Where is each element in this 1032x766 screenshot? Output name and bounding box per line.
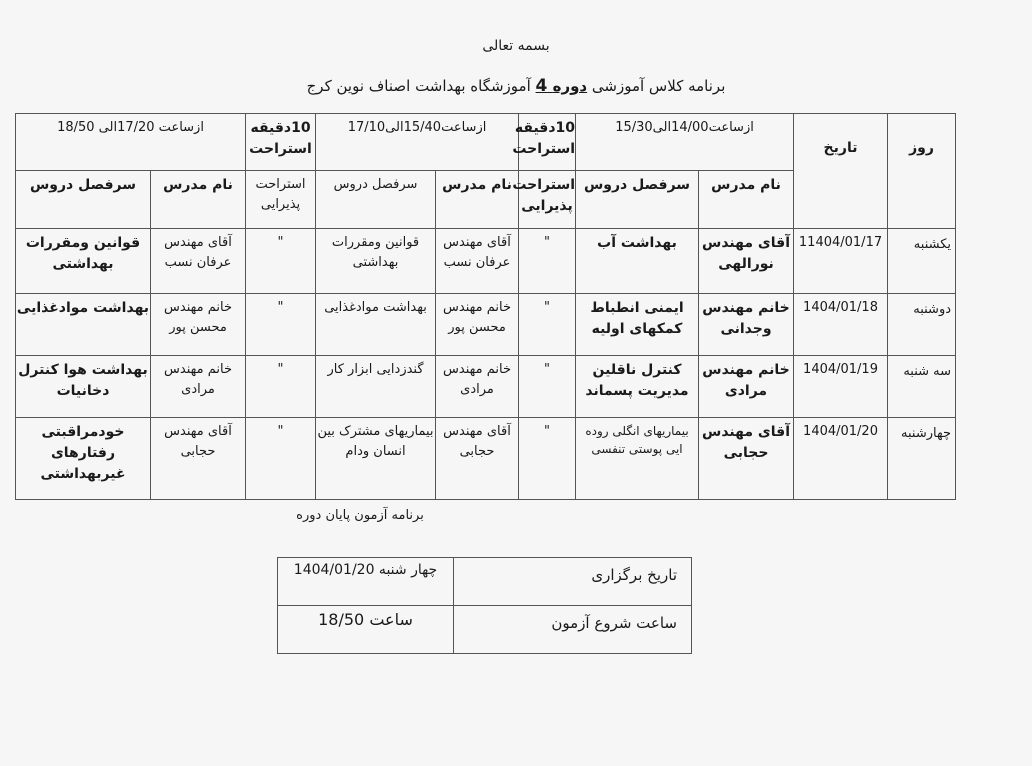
- exam-date-value: چهار شنبه 1404/01/20: [278, 558, 454, 606]
- s1-topic: بیماریهای انگلی روده ایی پوستی تنفسی: [576, 418, 699, 500]
- s3-topic: بهداشت هوا کنترل دخانیات: [16, 356, 151, 418]
- s3-topic: قوانین ومقررات بهداشتی: [16, 229, 151, 294]
- s2-teacher: خانم مهندس مرادی: [436, 356, 519, 418]
- s3-teacher-header: نام مدرس: [151, 171, 246, 229]
- row-date: 1404/01/18: [794, 294, 888, 356]
- break1-mark: ": [519, 418, 576, 500]
- s2-topics-header: سرفصل دروس: [316, 171, 436, 229]
- break1-subheader: استراحت پذیرایی: [519, 171, 576, 229]
- title-part1: برنامه کلاس آموزشی: [587, 77, 726, 95]
- s2-topic: قوانین ومقررات بهداشتی: [316, 229, 436, 294]
- break2-header: 10دقیقه استراحت: [246, 114, 316, 171]
- exam-start-label: ساعت شروع آزمون: [454, 606, 692, 654]
- exam-start-value: ساعت 18/50: [278, 606, 454, 654]
- session2-time-header: ازساعت15/40الی17/10: [316, 114, 519, 171]
- session1-time-header: ازساعت14/00الی15/30: [576, 114, 794, 171]
- s1-topic: بهداشت آب: [576, 229, 699, 294]
- date-column-header: تاریخ: [794, 114, 888, 229]
- break1-mark: ": [519, 229, 576, 294]
- title-course-word: دوره 4: [535, 76, 588, 96]
- table-row: [16, 294, 956, 356]
- s1-teacher: خانم مهندس مرادی: [699, 356, 794, 418]
- day-column-header: روز: [888, 114, 956, 229]
- row-date: 1404/01/20: [794, 418, 888, 500]
- table-row: [16, 356, 956, 418]
- exam-date-label: تاریخ برگزاری: [454, 558, 692, 606]
- exam-table: [277, 557, 692, 654]
- break2-mark: ": [246, 294, 316, 356]
- s1-topic: ایمنی انطباط کمکهای اولیه: [576, 294, 699, 356]
- s1-topics-header: سرفصل دروس: [576, 171, 699, 229]
- course-number: 4: [535, 76, 548, 96]
- row-day: یکشنبه: [888, 229, 956, 294]
- s2-topic: گندزدایی ابزار کار: [316, 356, 436, 418]
- row-day: سه شنبه: [888, 356, 956, 418]
- break2-subheader: استراحت پذیرایی: [246, 171, 316, 229]
- s1-teacher: خانم مهندس وجدانی: [699, 294, 794, 356]
- s1-topic: کنترل ناقلین مدیریت پسماند: [576, 356, 699, 418]
- s1-teacher: آقای مهندس حجابی: [699, 418, 794, 500]
- s3-teacher: آقای مهندس عرفان نسب: [151, 229, 246, 294]
- table-row: [16, 229, 956, 294]
- break2-mark: ": [246, 229, 316, 294]
- s3-topic: بهداشت موادغذایی: [16, 294, 151, 356]
- s3-teacher: خانم مهندس محسن پور: [151, 294, 246, 356]
- break1-mark: ": [519, 294, 576, 356]
- s3-topics-header: سرفصل دروس: [16, 171, 151, 229]
- s3-teacher: خانم مهندس مرادی: [151, 356, 246, 418]
- s2-topic: بیماریهای مشترک بین انسان ودام: [316, 418, 436, 500]
- header-bismillah: بسمه تعالی: [482, 38, 550, 54]
- schedule-table: [15, 113, 956, 500]
- s2-teacher: آقای مهندس عرفان نسب: [436, 229, 519, 294]
- row-date: 11404/01/17: [794, 229, 888, 294]
- break2-mark: ": [246, 356, 316, 418]
- row-date: 1404/01/19: [794, 356, 888, 418]
- s2-teacher-header: نام مدرس: [436, 171, 519, 229]
- s2-teacher: خانم مهندس محسن پور: [436, 294, 519, 356]
- s3-topic: خودمراقبتی رفتارهای غیربهداشتی: [16, 418, 151, 500]
- break2-mark: ": [246, 418, 316, 500]
- s3-teacher: آقای مهندس حجابی: [151, 418, 246, 500]
- table-row: [16, 418, 956, 500]
- s1-teacher-header: نام مدرس: [699, 171, 794, 229]
- break1-header: 10دقیقه استراحت: [519, 114, 576, 171]
- document-title: [0, 76, 1032, 96]
- row-day: دوشنبه: [888, 294, 956, 356]
- title-part2: آموزشگاه بهداشت اصناف نوین کرج: [306, 77, 536, 95]
- break1-mark: ": [519, 356, 576, 418]
- s2-topic: بهداشت موادغذایی: [316, 294, 436, 356]
- s2-teacher: آقای مهندس حجابی: [436, 418, 519, 500]
- s1-teacher: آقای مهندس نورالهی: [699, 229, 794, 294]
- session3-time-header: ازساعت 17/20الی 18/50: [16, 114, 246, 171]
- row-day: چهارشنبه: [888, 418, 956, 500]
- exam-caption: برنامه آزمون پایان دوره: [296, 508, 424, 523]
